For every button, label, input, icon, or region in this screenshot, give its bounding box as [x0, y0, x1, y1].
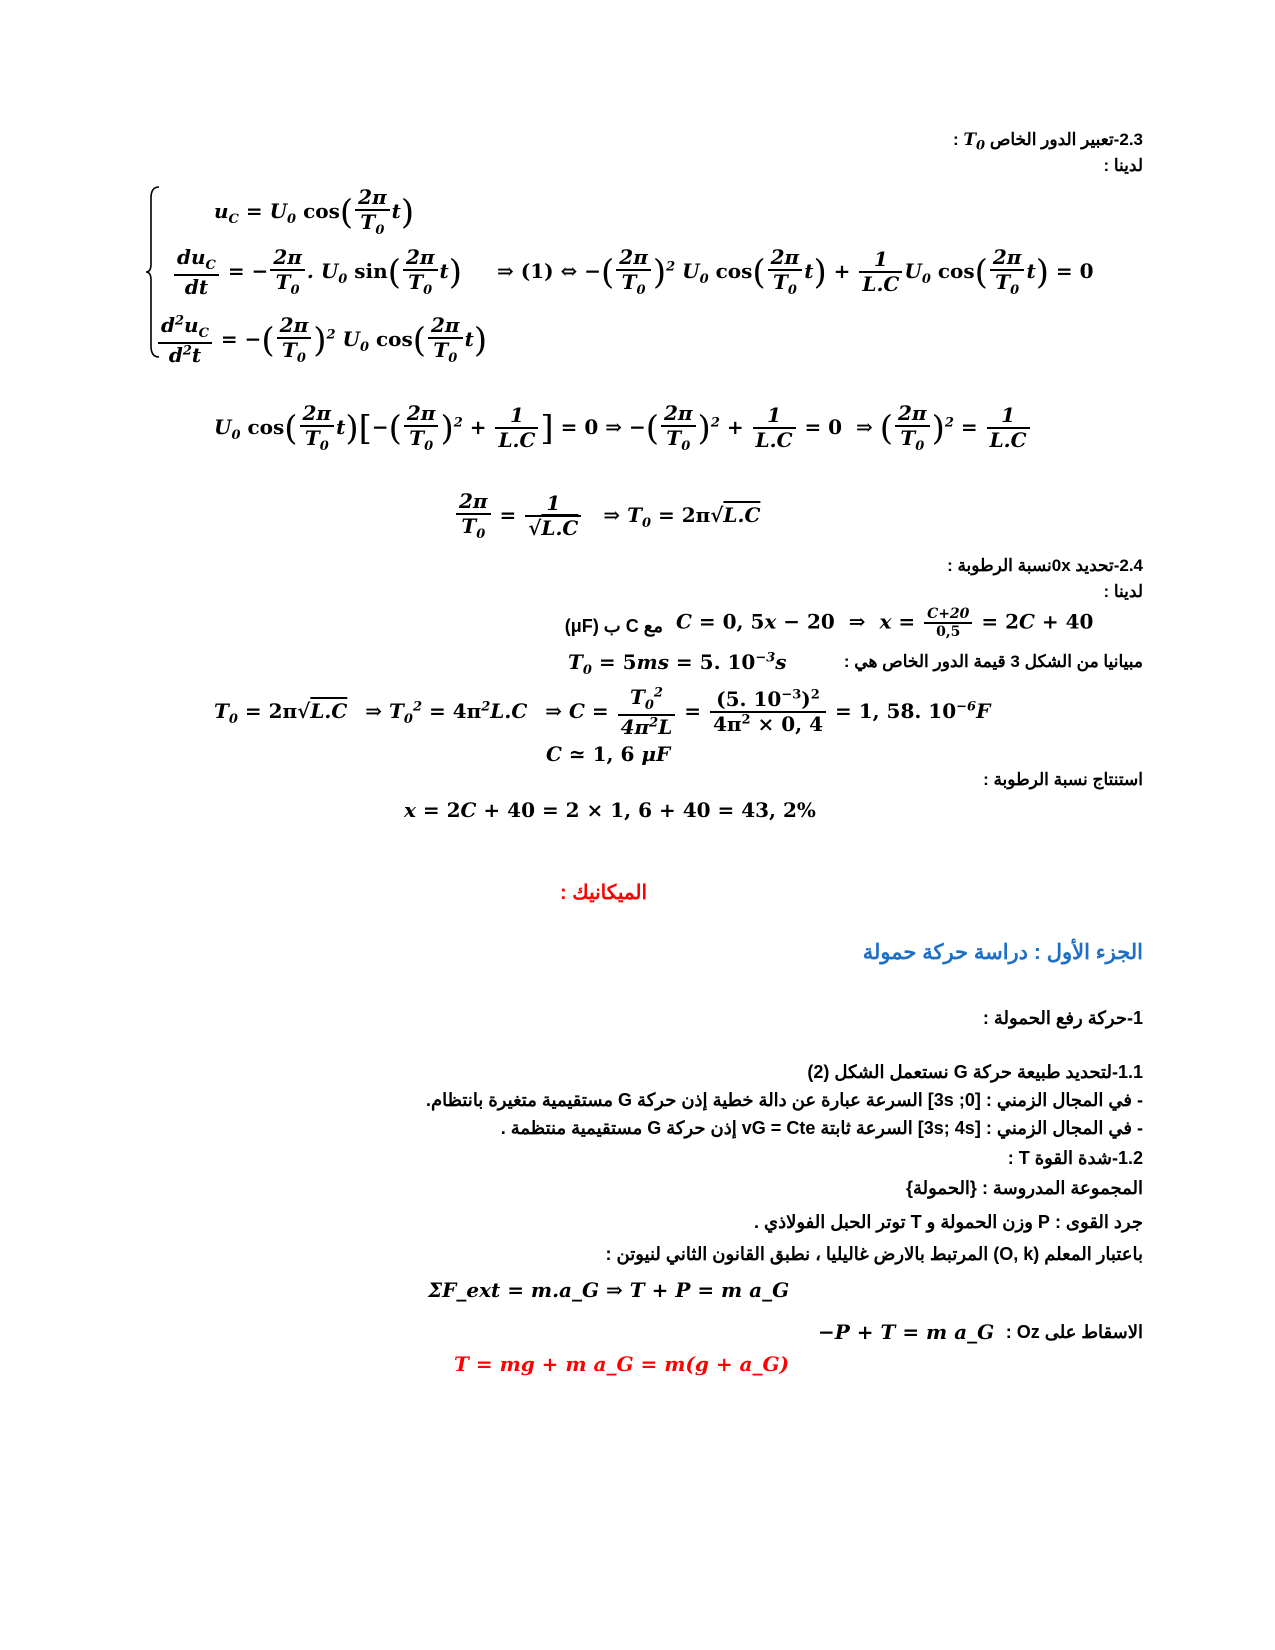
q1-heading: 1-حركة رفع الحمولة : — [982, 1008, 1143, 1028]
heading-2-3-var: $T_0$ — [963, 130, 986, 154]
graph-label: مبيانيا من الشكل 3 قيمة الدور الخاص هي : — [843, 652, 1143, 671]
with-C-unit: مع C ب (μF) — [564, 616, 663, 636]
forces-line: جرد القوى : P وزن الحمولة و T توتر الحبل الفولاذي . — [753, 1212, 1143, 1232]
heading-2-3-text: 2.3-تعبير الدور الخاص — [989, 130, 1143, 149]
ladayna-1: لدينا : — [1103, 156, 1143, 175]
system-line: المجموعة المدروسة : {الحمولة} — [905, 1178, 1143, 1198]
eq-result: T = mg + m a_G = m(g + a_G) — [454, 1352, 790, 1376]
line-interval-1: - في المجال الزمني : [0; 3s] السرعة عبارة عن دالة خطية إذن حركة G مستقيمية متغيرة بانتظام. — [425, 1090, 1143, 1110]
eq-d2uc: $\frac{d^2u_C}{d^2t}$ = −( $\frac{2\pi}{T_0}$ )$^2$ $U_0$ cos( $\frac{2\pi}{T_0}$ t) — [156, 314, 487, 367]
q1-1-heading: 1.1-لتحديد طبيعة حركة G نستعمل الشكل (2) — [807, 1062, 1143, 1082]
heading-2-3: 2.3-تعبير الدور الخاص $T_0$ : — [952, 130, 1143, 154]
eq-newton: ΣF_ext = m.a_G ⇒ T + P = m a_G — [428, 1278, 790, 1302]
heading-2-4: 2.4-تحديد 0xنسبة الرطوبة : — [947, 556, 1143, 575]
mechanics-title: الميكانيك : — [560, 882, 648, 904]
q1-2-heading: 1.2-شدة القوة T : — [1007, 1148, 1143, 1168]
projection-label: الاسقاط على Oz : — [1005, 1322, 1143, 1342]
frame-line: باعتبار المعلم (O, k) المرتبط بالارض غاليليا ، نطبق القانون الثاني لنيوتن : — [605, 1244, 1143, 1264]
eq-x-calc: x = 2C + 40 = 2 × 1, 6 + 40 = 43, 2% — [404, 798, 816, 822]
eq-period: $\frac{2\pi}{T_0}$ = $\frac{1}{√L.C}$ ⇒ $T_0 = 2\pi√L.C$ — [454, 490, 760, 543]
eq-T0-value: $T_0 = 5ms = 5$. $10^{-3}s$ — [568, 650, 787, 678]
deduce-label: استنتاج نسبة الرطوبة : — [983, 770, 1143, 789]
part-one-title: الجزء الأول : دراسة حركة حمولة — [862, 941, 1143, 964]
ladayna-2: لدينا : — [1103, 582, 1143, 601]
eq-C-approx: C ≃ 1, 6 μF — [546, 742, 671, 766]
eq-projection: −P + T = m a_G — [818, 1320, 995, 1344]
eq-duc: $\frac{du_C}{dt}$ = − $\frac{2\pi}{T_0}$ . $U_0$ sin( $\frac{2\pi}{T_0}$ t) ⇒ (1) ⇔ −( $\frac{2\pi}{T_0}$ )$^2$ $U_0$ cos( $\frac{2\pi}{T_0}$ t) + $\frac{1}{L.C}$ $U_0$ cos( $\frac{2\pi}{T_0}$ t) = 0 — [172, 246, 1094, 299]
eq-uc: $u_C = U_0$ cos( $\frac{2\pi}{T_0}$ t) — [214, 185, 415, 238]
eq-C-rel: C = 0, 5x − 20 ⇒ x = $\frac{C+20}{0,5}$ = 2C + 40 — [676, 606, 1094, 641]
eq-factor: $U_0$ cos( $\frac{2\pi}{T_0}$ t)[−( $\frac{2\pi}{T_0}$ )$^2$ + $\frac{1}{L.C}$ ] = 0 ⇒ −( $\frac{2\pi}{T_0}$ )$^2$ + $\frac{1}{L.C}$ = 0 ⇒ ( $\frac{2\pi}{T_0}$ )$^2$ = $\frac{1}{L.C}$ — [214, 402, 1032, 455]
eq-C-calc: $T_0 = 2\pi√L.C$ ⇒ $T_0^2 = 4\pi^2L.C$ ⇒ C = $\frac{T_0^2}{4\pi^2L}$ = $\frac{(5. 10^{-3})^2}{4\pi^2 \times 0, 4}$ = 1, 58. $10^{-6}F$ — [214, 685, 991, 739]
line-interval-2: - في المجال الزمني : [3s; 4s] السرعة ثابتة vG = Cte إذن حركة G مستقيمية منتظمة . — [500, 1118, 1143, 1138]
